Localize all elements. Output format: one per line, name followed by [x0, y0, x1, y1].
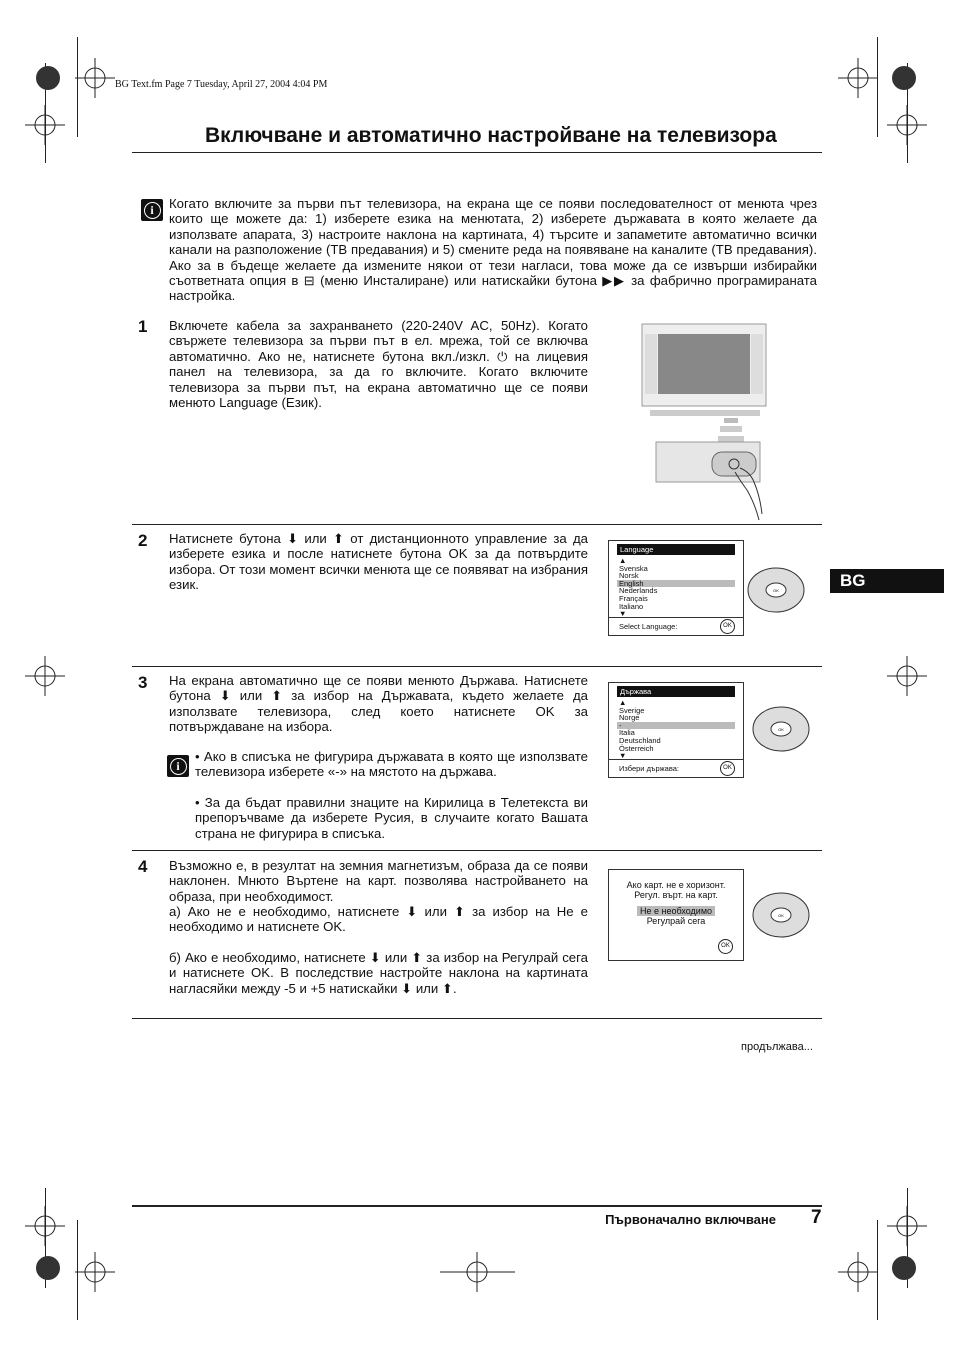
title-rule: [132, 152, 822, 153]
menu-item[interactable]: Sverige: [619, 705, 645, 715]
menu-footer: Select Language:: [619, 622, 678, 631]
step-number: 1: [138, 317, 148, 336]
menu-item[interactable]: Norge: [619, 713, 640, 723]
note-item: • Ако в списъка не фигурира държавата в която ще използвате телевизора изберете «-» на мястото на държава.: [195, 749, 588, 780]
ok-icon: OK: [720, 761, 735, 776]
menu-footer: Избери държава:: [619, 764, 679, 773]
note-item: • За да бъдат правилни знаците на Кирилица в Телетекста ви препоръчваме да изберете Русия, в случаите когато Вашата страна не фигурира в списъка.: [195, 795, 588, 841]
country-menu: [608, 682, 744, 778]
tilt-option-selected[interactable]: Не е необходимо: [637, 906, 715, 916]
menu-item[interactable]: Deutschland: [619, 735, 661, 745]
tilt-line: Ако карт. не е хоризонт.: [626, 880, 726, 890]
tilt-line: Регул. върт. на карт.: [634, 890, 718, 900]
menu-item[interactable]: Svenska: [619, 563, 648, 573]
page-title: Включване и автоматично настройване на телевизора: [205, 124, 777, 147]
step-number: 2: [138, 531, 148, 550]
step-text: Възможно е, в резултат на земния магнетизъм, образа да се появи наклонен. Мнюто Въртене на карт. позволява настройването на образа, при необходимост.: [169, 858, 588, 904]
step-text: Включете кабела за захранването (220-240V AC, 50Hz). Когато свържете телевизора за първи път в ел. мрежа, той се включва автоматично. Ако не, натиснете бутона вкл./изкл. ⏻ на лицевия панел на телевизора, за да го включите. Когато включите телевизора за първи път, на екрана автоматично ще се появи менюто Language (Език).: [169, 318, 588, 411]
menu-item[interactable]: Norsk: [619, 571, 639, 581]
step-option-a: а) Ако не е необходимо, натиснете ⬇ или ⬆ за избор на Не е необходимо и натиснете OK.: [169, 904, 588, 935]
menu-item-selected[interactable]: -: [617, 722, 735, 730]
file-meta: BG Text.fm Page 7 Tuesday, April 27, 2004 4:04 PM: [115, 79, 328, 90]
continued-note: продължава...: [741, 1041, 813, 1053]
tv-illustration: [640, 322, 770, 522]
menu-item-selected[interactable]: English: [617, 580, 735, 588]
step-divider: [132, 666, 822, 667]
menu-item[interactable]: Français: [619, 593, 648, 603]
menu-title: Държава: [617, 686, 735, 697]
tilt-menu: [608, 869, 744, 961]
svg-text:OK: OK: [778, 913, 784, 918]
footer-rule: [132, 1205, 822, 1207]
ok-icon: OK: [718, 939, 733, 954]
scroll-up-icon: ▲: [619, 556, 627, 565]
svg-text:OK: OK: [773, 588, 779, 593]
step-text: Натиснете бутона ⬇ или ⬆ от дистанционното управление за да изберете езика и после натиснете бутона OK за да потвърдите избора. От този момент всички менюта ще се появяват на избрания език.: [169, 531, 588, 593]
intro-text: Когато включите за първи път телевизора, на екрана ще се появи последователност от менюта чрез които ще можете да: 1) изберете езика на менютата, 2) изберете държавата в която желаете да използвате апарата, 3) настроите наклона на картината, 4) търсите и запаметите автоматично всички канали на разположение (ТВ предавания) и 5) смените реда на появяване на каналите (ТВ предавания). Ако за в бъдеще желаете да измените някои от тези нагласи, това може да се извърши избирайки съответната опция в ⊟ (меню Инсталиране) или натискайки бутона ▶▶ за фабрично програмираната настройка.: [169, 196, 817, 304]
menu-item[interactable]: Österreich: [619, 743, 654, 753]
scroll-up-icon: ▲: [619, 698, 627, 707]
step-divider: [132, 524, 822, 525]
step-number: 3: [138, 673, 148, 692]
menu-item[interactable]: Italia: [619, 728, 635, 738]
tilt-option[interactable]: Регулрай сега: [646, 916, 706, 926]
ok-icon: OK: [720, 619, 735, 634]
footer-section: Първоначално включване: [605, 1212, 776, 1227]
remote-dpad-icon: [747, 567, 805, 613]
step-divider: [132, 850, 822, 851]
step-text: На екрана автоматично ще се появи менюто Държава. Натиснете бутона ⬇ или ⬆ за избор на Държавата, където желаете да използвате телевизора, след което натиснете OK за потвърждаване на избора.: [169, 673, 588, 735]
info-icon: i: [141, 199, 163, 221]
remote-dpad-icon: [752, 892, 810, 938]
info-icon: i: [167, 755, 189, 777]
language-tab: BG: [830, 569, 944, 593]
step-divider: [132, 1018, 822, 1019]
scroll-down-icon: ▼: [619, 609, 627, 619]
menu-item[interactable]: Italiano: [619, 601, 644, 611]
menu-title: Language: [617, 544, 735, 555]
step-option-b: б) Ако е необходимо, натиснете ⬇ или ⬆ за избор на Регулрай сега и натиснете OK. В последствие настройте наклона на картината нагласяйки между -5 и +5 натискайки ⬇ или ⬆.: [169, 950, 588, 996]
svg-text:OK: OK: [778, 727, 784, 732]
step-number: 4: [138, 857, 148, 876]
remote-dpad-icon: [752, 706, 810, 752]
scroll-down-icon: ▼: [619, 751, 627, 761]
language-menu: [608, 540, 744, 636]
page-number: 7: [811, 1207, 822, 1228]
menu-item[interactable]: Nederlands: [619, 586, 658, 596]
